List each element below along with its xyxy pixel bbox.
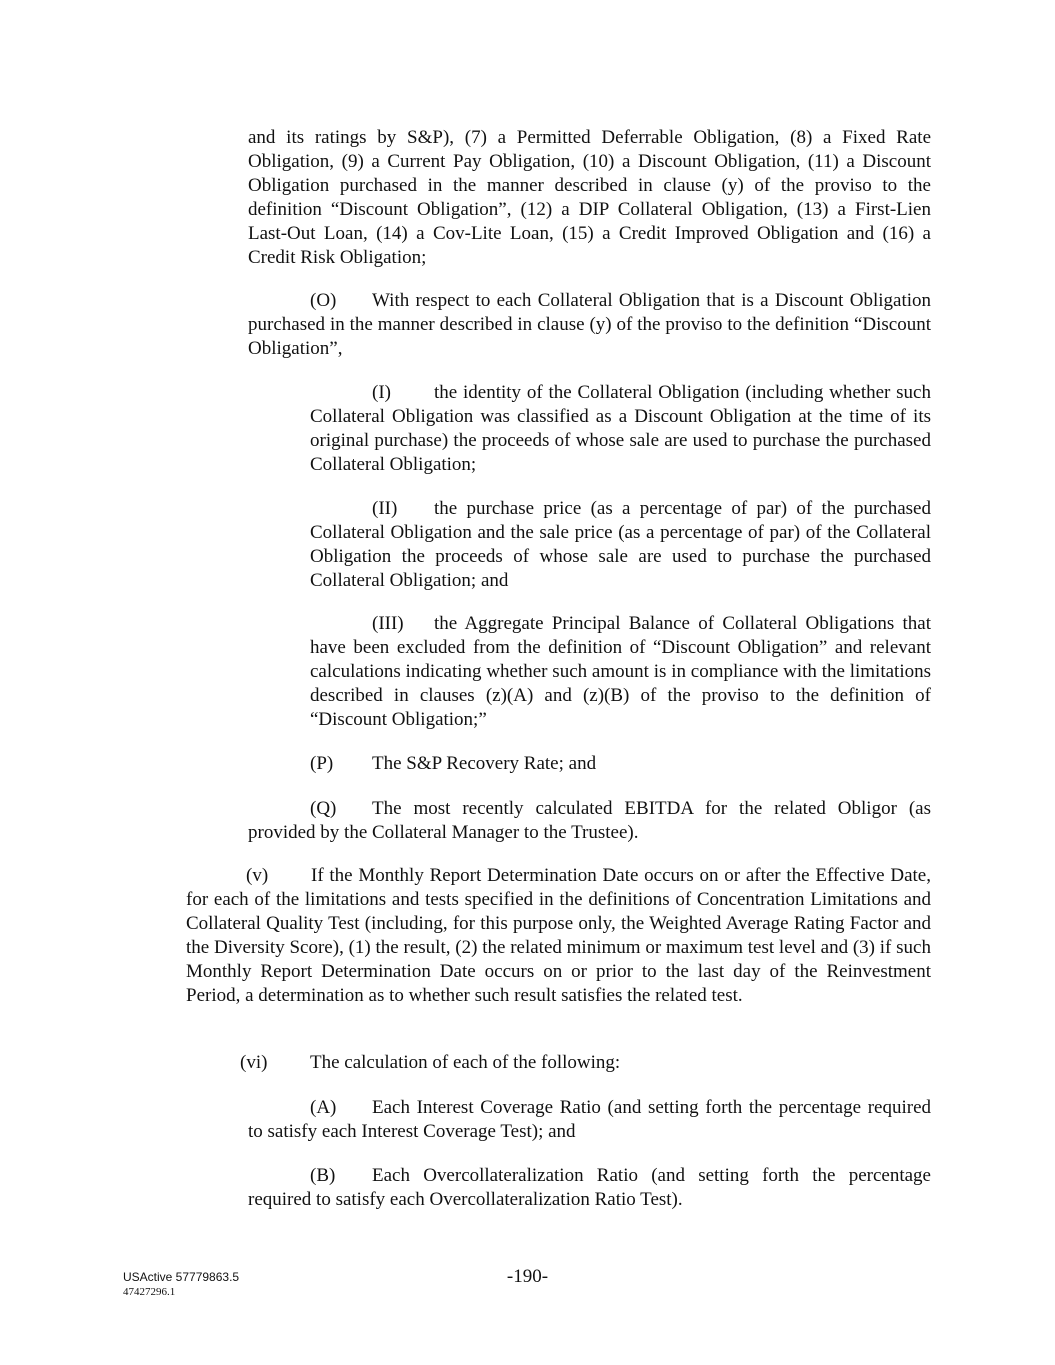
clause-text: The S&P Recovery Rate; and <box>372 753 597 774</box>
clause-Q <box>248 797 931 845</box>
clause-label: (B) <box>310 1165 336 1186</box>
clause-text: Each Overcollateralization Ratio (and setting forth the percentage required to satisfy each Overcollateralization Ratio Test). <box>248 1165 931 1210</box>
clause-label: (III) <box>372 613 404 634</box>
clause-vi <box>240 1051 620 1075</box>
clause-v <box>186 864 931 1008</box>
clause-text: If the Monthly Report Determination Date occurs on or after the Effective Date, for each of the limitations and tests specified in the definitions of Concentration Limitations and Collateral Quality Test (including, for this purpose only, the Weighted Average Rating Factor and the Diversity Score), (1) the result, (2) the related minimum or maximum test level and (3) if such Monthly Report Determination Date occurs on or prior to the last day of the Reinvestment Period, a determination as to whether such result satisfies the related test. <box>186 865 931 1006</box>
clause-label: (A) <box>310 1097 337 1118</box>
footer-doc-id-secondary: 47427296.1 <box>123 1286 176 1298</box>
clause-vi-A <box>248 1096 931 1144</box>
clause-vi-B <box>248 1164 931 1212</box>
clause-text: the purchase price (as a percentage of par) of the purchased Collateral Obligation and the sale price (as a percentage of par) of the Collateral Obligation the proceeds of whose sale are used to purchase the purchased Collateral Obligation; and <box>310 498 931 591</box>
clause-label: (II) <box>372 498 398 519</box>
clause-text: The calculation of each of the following: <box>310 1052 621 1073</box>
clause-O <box>248 289 931 361</box>
paragraph-text: and its ratings by S&P), (7) a Permitted Deferrable Obligation, (8) a Fixed Rate Obligation, (9) a Current Pay Obligation, (10) a Discount Obligation, (11) a Discount Obligation purchased in the manner described in clause (y) of the proviso to the definition “Discount Obligation”, (12) a DIP Collateral Obligation, (13) a First-Lien Last-Out Loan, (14) a Cov-Lite Loan, (15) a Credit Improved Obligation and (16) a Credit Risk Obligation; <box>248 127 931 268</box>
clause-text: the Aggregate Principal Balance of Collateral Obligations that have been excluded from the definition of “Discount Obligation” and relevant calculations indicating whether such amount is in compliance with the limitations described in clauses (z)(A) and (z)(B) of the proviso to the definition of “Discount Obligation;” <box>310 613 931 730</box>
footer-doc-id: USActive 57779863.5 <box>123 1270 240 1284</box>
clause-label: (vi) <box>240 1052 268 1073</box>
page-number: -190- <box>506 1266 549 1287</box>
subclause-II <box>310 497 931 593</box>
clause-text: the identity of the Collateral Obligation (including whether such Collateral Obligation was classified as a Discount Obligation at the time of its original purchase) the proceeds of whose sale are used to purchase the purchased Collateral Obligation; <box>310 382 931 475</box>
subclause-III <box>310 612 931 732</box>
clause-label: (P) <box>310 753 334 774</box>
clause-label: (I) <box>372 382 391 403</box>
clause-label: (v) <box>246 865 269 886</box>
clause-P <box>310 752 596 776</box>
clause-text: Each Interest Coverage Ratio (and setting forth the percentage required to satisfy each Interest Coverage Test); and <box>248 1097 931 1142</box>
clause-label: (O) <box>310 290 337 311</box>
clause-text: With respect to each Collateral Obligation that is a Discount Obligation purchased in the manner described in clause (y) of the proviso to the definition “Discount Obligation”, <box>248 290 931 359</box>
clause-text: The most recently calculated EBITDA for the related Obligor (as provided by the Collateral Manager to the Trustee). <box>248 798 931 843</box>
subclause-I <box>310 381 931 477</box>
paragraph-continuation <box>248 126 931 270</box>
clause-label: (Q) <box>310 798 337 819</box>
